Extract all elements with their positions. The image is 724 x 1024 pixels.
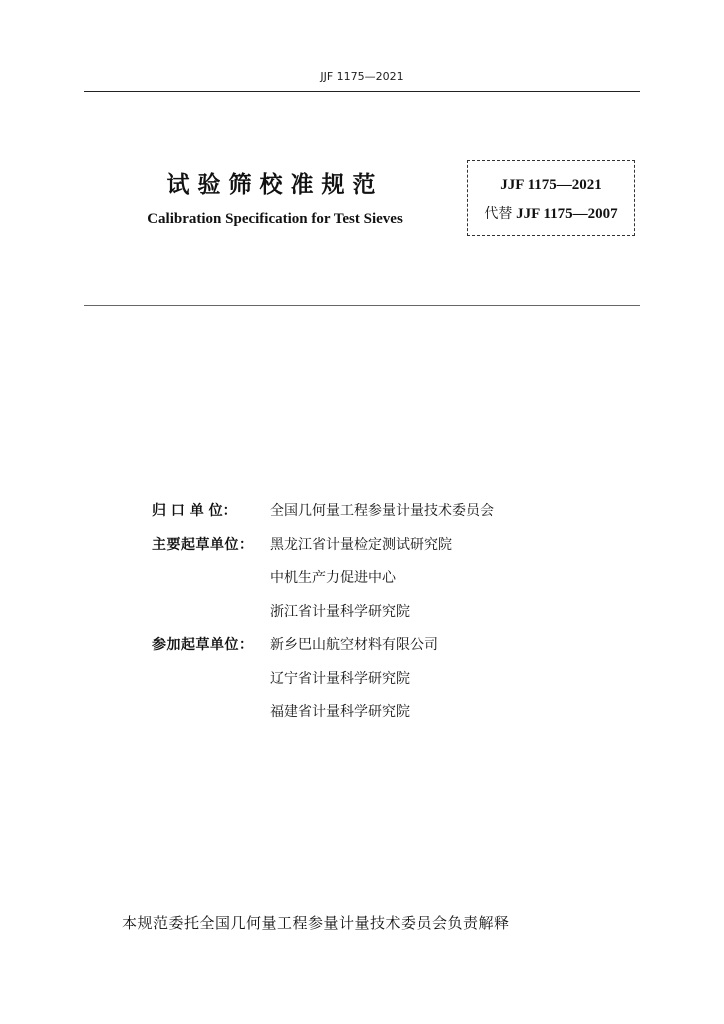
title-chinese: 试验筛校准规范 <box>166 172 384 198</box>
title-english: Calibration Specification for Test Sieves <box>147 211 403 227</box>
header-rule <box>84 91 640 92</box>
participating-unit: 福建省计量科学研究院 <box>270 704 410 720</box>
header-standard-code: JJF 1175—2021 <box>320 70 404 83</box>
participating-label: 参加起草单位： <box>152 637 254 653</box>
responsible-unit-label: 归 口 单 位： <box>152 503 237 519</box>
responsible-unit-value: 全国几何量工程参量计量技术委员会 <box>270 503 494 519</box>
replaces-line <box>468 203 634 223</box>
standard-code: JJF 1175—2021 <box>500 177 602 193</box>
main-drafting-label: 主要起草单位： <box>152 536 254 553</box>
organizations-block <box>152 500 632 735</box>
interpretation-note: 本规范委托全国几何量工程参量计量技术委员会负责解释 <box>122 914 510 932</box>
section-divider <box>84 305 640 306</box>
main-drafting-unit: 中机生产力促进中心 <box>270 570 396 586</box>
main-drafting-unit: 黑龙江省计量检定测试研究院 <box>270 536 452 553</box>
participating-row <box>152 701 632 735</box>
participating-unit: 新乡巴山航空材料有限公司 <box>270 637 438 653</box>
replaces-code: JJF 1175—2007 <box>516 206 618 222</box>
participating-row <box>152 668 632 702</box>
responsible-unit-row <box>152 500 632 534</box>
main-drafting-row <box>152 534 632 568</box>
replaces-label: 代替 <box>484 206 513 222</box>
main-drafting-row <box>152 567 632 601</box>
standard-code-box <box>467 160 635 236</box>
participating-unit: 辽宁省计量科学研究院 <box>270 670 410 687</box>
main-drafting-unit: 浙江省计量科学研究院 <box>270 603 410 620</box>
main-drafting-row <box>152 601 632 635</box>
participating-row <box>152 634 632 668</box>
